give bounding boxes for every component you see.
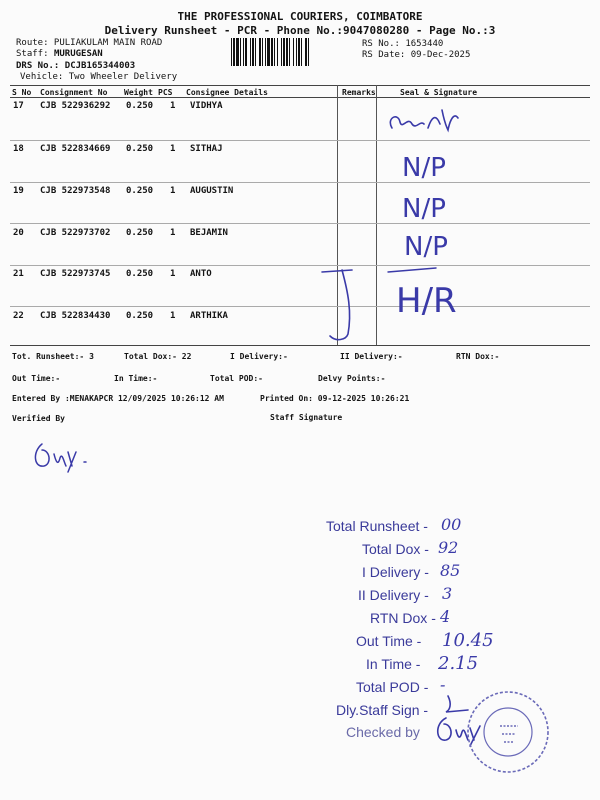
hw-value-ii-delivery: 3 [442,584,453,603]
row-17-consignment: CJB 522936292 [40,101,111,111]
out-time: Out Time:- [12,374,61,383]
hw-value-total-pod: - [440,675,446,694]
signature-scribble [380,102,470,138]
row-19-consignee: AUGUSTIN [190,186,234,196]
rubber-stamp [462,686,554,778]
table-header-line [10,97,590,98]
row-21-sno: 21 [13,269,24,279]
row-19-weight: 0.250 [126,186,154,196]
total-dox: Total Dox:- 22 [124,352,192,361]
hw-label-staff-sign: Dly.Staff Sign - [336,702,429,718]
row-19-pcs: 1 [170,186,176,196]
staff-signature: Staff Signature [270,413,343,422]
header-weight: Weight [124,88,153,97]
company-title: THE PROFESSIONAL COURIERS, COIMBATORE [177,10,423,23]
drs-value: DCJB165344003 [64,61,136,71]
delvy-points: Delvy Points:- [318,374,386,383]
verified-signature [28,438,98,474]
header-remarks: Remarks [342,88,376,97]
row-18-pcs: 1 [170,144,176,154]
row-17-pcs: 1 [170,101,176,111]
handwritten-bracket [318,262,438,344]
row-22-weight: 0.250 [126,311,154,321]
row-20-weight: 0.250 [126,228,154,238]
table-top-line [10,85,590,86]
row-20-sno: 20 [13,228,24,238]
staff-label: Staff: [16,49,54,59]
verified-by: Verified By [12,414,65,423]
hw-value-i-delivery: 85 [440,561,461,580]
row-divider [10,140,590,141]
row-divider [10,265,590,266]
row-22-pcs: 1 [170,311,176,321]
row-20-consignee: BEJAMIN [190,228,228,238]
row-21-consignee: ANTO [190,269,212,279]
header-consignment: Consignment No [40,88,108,97]
i-delivery: I Delivery:- [230,352,288,361]
drs-line [16,61,135,71]
hw-label-rtn-dox: RTN Dox - [370,610,436,626]
hw-value-total-dox: 92 [438,538,459,557]
hw-value-out-time: 10.45 [442,630,494,651]
hw-label-total-pod: Total POD - [356,679,429,695]
ii-delivery: II Delivery:- [340,352,403,361]
row-20-pcs: 1 [170,228,176,238]
row-18-consignee: SITHAJ [190,144,223,154]
table-bottom-line [10,345,590,346]
entered-by: Entered By :MENAKAPCR 12/09/2025 10:26:12 AM [12,394,224,403]
drs-label: DRS No.: [16,61,65,71]
staff-value: MURUGESAN [53,49,103,59]
row-19-sno: 19 [13,186,24,196]
tot-runsheet: Tot. Runsheet:- 3 [12,352,94,361]
row-divider [10,306,590,307]
hw-label-total-dox: Total Dox - [362,541,429,557]
row-17-weight: 0.250 [126,101,154,111]
rs-date: RS Date: 09-Dec-2025 [362,50,471,60]
hw-label-i-delivery: I Delivery - [362,564,429,580]
hw-label-out-time: Out Time - [356,633,422,649]
total-pod: Total POD:- [210,374,263,383]
row-18-consignment: CJB 522834669 [40,144,111,154]
row-19-seal: N/P [402,194,446,224]
hw-label-in-time: In Time - [366,656,421,672]
barcode [230,38,356,66]
row-21-consignment: CJB 522973745 [40,269,111,279]
hw-label-checked-by: Checked by [346,724,420,740]
hw-label-ii-delivery: II Delivery - [358,587,429,603]
row-18-weight: 0.250 [126,144,154,154]
row-22-seal: H/R [396,281,457,321]
in-time: In Time:- [114,374,158,383]
row-19-consignment: CJB 522973548 [40,186,111,196]
row-18-sno: 18 [13,144,24,154]
header-sno: S No [12,88,32,97]
hw-value-total-runsheet: 00 [441,515,462,534]
vehicle-text: Vehicle: Two Wheeler Delivery [20,72,178,82]
hw-value-rtn-dox: 4 [440,607,451,626]
row-20-consignment: CJB 522973702 [40,228,111,238]
row-22-consignment: CJB 522834430 [40,311,111,321]
header-pcs: PCS [158,88,173,97]
row-divider [10,223,590,224]
hw-value-in-time: 2.15 [438,653,479,674]
row-22-consignee: ARTHIKA [190,311,228,321]
row-17-sno: 17 [13,101,24,111]
row-21-weight: 0.250 [126,269,154,279]
rtn-dox: RTN Dox:- [456,352,500,361]
row-22-sno: 22 [13,311,24,321]
printed-on: Printed On: 09-12-2025 10:26:21 [260,394,410,403]
row-17-consignee: VIDHYA [190,101,223,111]
row-21-pcs: 1 [170,269,176,279]
hw-label-total-runsheet: Total Runsheet - [326,518,428,534]
row-divider [10,182,590,183]
row-20-seal: N/P [404,232,448,262]
header-consignee: Consignee Details [186,88,268,97]
route-text: Route: PULIAKULAM MAIN ROAD [16,38,163,48]
rs-number: RS No.: 1653440 [362,39,444,49]
header-seal: Seal & Signature [400,88,478,97]
staff-line [16,49,103,59]
runsheet-subtitle: Delivery Runsheet - PCR - Phone No.:9047080280 - Page No.:3 [104,24,496,37]
row-18-seal: N/P [402,153,446,183]
